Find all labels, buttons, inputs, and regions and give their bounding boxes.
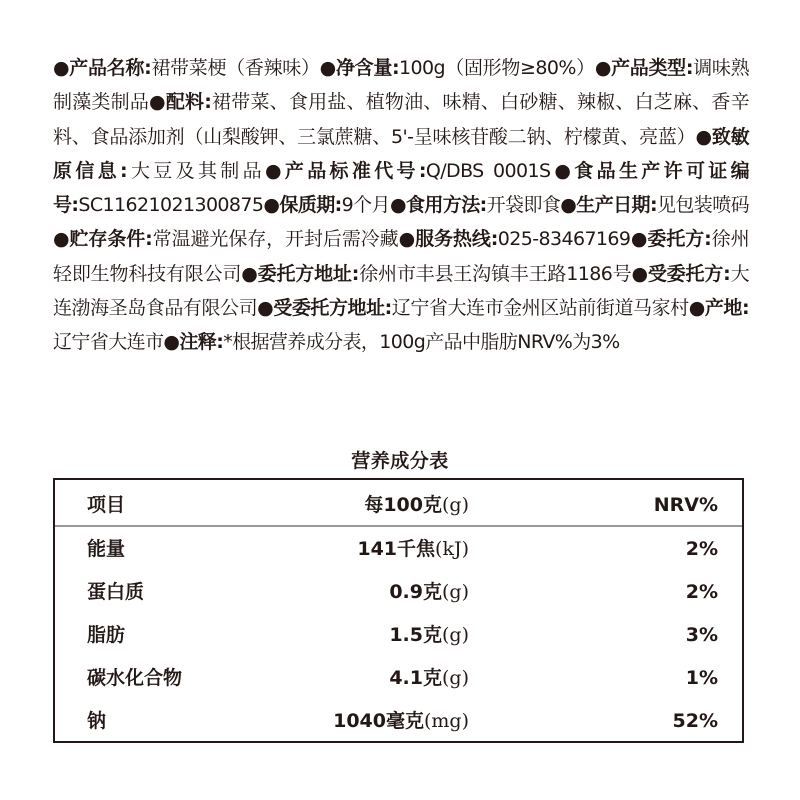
info-colon: : bbox=[649, 194, 657, 217]
info-colon: : bbox=[418, 159, 426, 182]
info-colon: : bbox=[351, 262, 359, 285]
row-amount-unit: (g) bbox=[442, 581, 469, 603]
row-item: 脂肪 bbox=[87, 624, 126, 646]
info-colon: : bbox=[120, 159, 128, 182]
header-per100-unit: (g) bbox=[442, 494, 469, 516]
info-colon: : bbox=[71, 194, 79, 217]
info-colon: : bbox=[723, 262, 731, 285]
info-label: 委托方地址 bbox=[257, 262, 352, 285]
bullet-icon: ● bbox=[550, 159, 575, 182]
info-value: 025-83467169 bbox=[497, 228, 631, 251]
row-amount-value: 141千焦 bbox=[357, 538, 436, 560]
row-nrv: 52% bbox=[672, 710, 718, 732]
row-nrv: 1% bbox=[685, 667, 718, 689]
header-item: 项目 bbox=[87, 494, 126, 516]
row-amount-unit: (g) bbox=[442, 667, 469, 689]
info-label: 服务热线 bbox=[415, 228, 491, 251]
info-value: 开袋即食 bbox=[486, 194, 561, 217]
info-storage bbox=[53, 228, 399, 250]
info-colon: : bbox=[144, 57, 152, 79]
info-value: *根据营养成分表，100g产品中脂肪NRV%为3% bbox=[223, 331, 620, 354]
table-row bbox=[55, 571, 742, 614]
info-value: SC11621021300875 bbox=[78, 194, 264, 217]
product-info-block bbox=[53, 51, 749, 360]
info-value: 徐州轻即生物科技有限公司 bbox=[53, 228, 750, 285]
info-label: 受委托方地址 bbox=[273, 297, 385, 320]
row-amount-unit: (g) bbox=[442, 624, 469, 646]
row-amount-value: 1.5克 bbox=[389, 624, 442, 646]
info-value: 调味熟制藻类制品 bbox=[53, 57, 749, 114]
table-row bbox=[55, 657, 742, 700]
info-colon: : bbox=[334, 194, 342, 217]
info-label: 委托方 bbox=[647, 228, 705, 251]
info-hotline bbox=[399, 228, 631, 250]
bullet-icon: ● bbox=[163, 331, 180, 354]
info-value: 辽宁省大连市 bbox=[53, 331, 164, 354]
info-production-date bbox=[560, 194, 749, 216]
row-amount-unit: (kJ) bbox=[435, 538, 469, 560]
info-entrusting-address bbox=[241, 263, 631, 285]
bullet-icon: ● bbox=[263, 194, 280, 217]
info-colon: : bbox=[704, 228, 712, 251]
info-label: 食品生产许可证编号 bbox=[53, 159, 750, 217]
row-amount-value: 1040毫克 bbox=[333, 710, 424, 732]
info-label: 生产日期 bbox=[576, 194, 650, 217]
header-nrv: NRV% bbox=[653, 494, 718, 516]
info-label: 食用方法 bbox=[405, 194, 480, 217]
info-label: 产品名称 bbox=[69, 57, 145, 79]
info-value: 大豆及其制品 bbox=[127, 159, 265, 182]
row-nrv: 2% bbox=[685, 581, 718, 603]
bullet-icon: ● bbox=[389, 194, 406, 217]
info-label: 贮存条件 bbox=[69, 228, 146, 251]
header-divider bbox=[55, 525, 742, 527]
info-label: 配料 bbox=[165, 91, 205, 114]
bullet-icon: ● bbox=[264, 159, 285, 182]
info-value: 辽宁省大连市金州区站前街道马家村 bbox=[391, 297, 689, 320]
bullet-icon: ● bbox=[53, 57, 70, 79]
info-colon: : bbox=[479, 194, 487, 217]
info-shelf-life bbox=[263, 194, 390, 216]
bullet-icon: ● bbox=[594, 57, 612, 79]
info-colon: : bbox=[490, 228, 498, 251]
info-label: 净含量 bbox=[335, 57, 393, 79]
info-standard-code bbox=[265, 160, 550, 182]
bullet-icon: ● bbox=[149, 91, 166, 114]
info-value: 100g（固形物≥80%） bbox=[399, 57, 595, 79]
header-per100-label: 每100克 bbox=[364, 494, 442, 516]
info-label: 注释 bbox=[179, 331, 217, 354]
info-colon: : bbox=[145, 228, 153, 251]
bullet-icon: ● bbox=[241, 262, 258, 285]
row-item: 能量 bbox=[87, 538, 126, 560]
info-usage bbox=[390, 194, 560, 216]
bullet-icon: ● bbox=[688, 297, 705, 320]
info-value: 徐州市丰县王沟镇丰王路1186号 bbox=[358, 262, 632, 285]
row-amount-value: 0.9克 bbox=[389, 581, 442, 603]
info-entrusted-address bbox=[257, 297, 689, 319]
bullet-icon: ● bbox=[560, 194, 577, 217]
row-nrv: 2% bbox=[685, 538, 718, 560]
row-item: 碳水化合物 bbox=[87, 667, 183, 689]
info-note bbox=[163, 331, 619, 353]
row-amount bbox=[389, 614, 469, 657]
row-amount bbox=[333, 700, 469, 743]
nutrition-table bbox=[53, 478, 744, 743]
info-colon: : bbox=[204, 91, 212, 114]
bullet-icon: ● bbox=[257, 297, 274, 320]
nutrition-table-header bbox=[55, 484, 742, 527]
info-value: 裙带菜梗（香辣味） bbox=[151, 57, 320, 79]
bullet-icon: ● bbox=[319, 57, 336, 79]
info-value: 见包装喷码 bbox=[656, 194, 750, 217]
info-label: 产品标准代号 bbox=[284, 159, 419, 182]
row-amount bbox=[357, 528, 469, 571]
info-label: 保质期 bbox=[279, 194, 335, 217]
info-value: 常温避光保存，开封后需冷藏 bbox=[152, 228, 399, 251]
info-label: 产品类型 bbox=[611, 57, 686, 79]
info-colon: : bbox=[392, 57, 400, 79]
header-per100 bbox=[364, 484, 469, 527]
row-amount-unit: (mg) bbox=[423, 710, 469, 732]
info-value: 大连渤海圣岛食品有限公司 bbox=[53, 262, 749, 320]
row-item: 蛋白质 bbox=[87, 581, 145, 603]
info-product-name bbox=[53, 57, 320, 79]
info-value: Q/DBS 0001S bbox=[425, 159, 551, 182]
info-net-content bbox=[320, 57, 595, 79]
bullet-icon: ● bbox=[630, 228, 648, 251]
bullet-icon: ● bbox=[53, 228, 70, 251]
row-nrv: 3% bbox=[685, 624, 718, 646]
info-colon: : bbox=[742, 297, 749, 320]
info-label: 致敏原信息 bbox=[53, 125, 749, 182]
bullet-icon: ● bbox=[631, 262, 648, 285]
info-colon: : bbox=[384, 297, 392, 320]
info-label: 产地 bbox=[704, 297, 742, 320]
table-row bbox=[55, 614, 742, 657]
row-amount-value: 4.1克 bbox=[389, 667, 442, 689]
row-amount bbox=[389, 657, 469, 700]
info-ingredients bbox=[53, 91, 749, 147]
bullet-icon: ● bbox=[695, 125, 712, 148]
info-colon: : bbox=[685, 57, 693, 79]
row-item: 钠 bbox=[87, 710, 107, 732]
info-label: 受委托方 bbox=[647, 262, 724, 285]
table-row bbox=[55, 700, 742, 743]
info-value: 9个月 bbox=[341, 194, 390, 217]
info-colon: : bbox=[216, 331, 224, 354]
table-row bbox=[55, 528, 742, 571]
row-amount bbox=[389, 571, 469, 614]
nutrition-table-title: 营养成分表 bbox=[351, 450, 449, 472]
bullet-icon: ● bbox=[398, 228, 416, 251]
info-value: 裙带菜、食用盐、植物油、味精、白砂糖、辣椒、白芝麻、香辛料、食品添加剂（山梨酸钾、三氯蔗糖、5'-呈味核苷酸二钠、柠檬黄、亮蓝） bbox=[53, 91, 749, 148]
